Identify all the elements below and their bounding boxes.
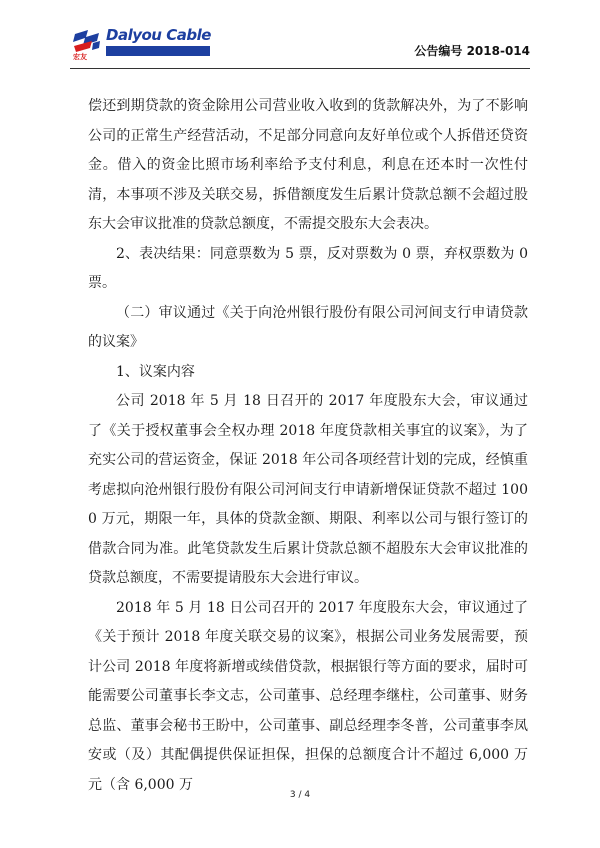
paragraph-related-guarantee: 2018 年 5 月 18 日公司召开的 2017 年度股东大会，审议通过了《关于预计 2018 年度关联交易的议案》，根据公司业务发展需要，预计公司 2018 年度将新增或续借贷款，根据银行等方面的要求，届时可能需要公司董事长李文志，公司董事、总经理李继柱，公司董事、财务总监、董事会秘书王盼中，公司董事、副总经理李冬普，公司董事李凤安或（及）其配偶提供保证担保，担保的总额度合计不超过 6,000 万元（含 6,000 万 [88, 599, 528, 793]
paragraph-subheading: 1、议案内容 [116, 363, 195, 380]
paragraph-continued: 偿还到期贷款的资金除用公司营业收入收到的货款解决外，为了不影响公司的正常生产经营活动，不足部分同意向友好单位或个人拆借还贷资金。借入的资金比照市场利率给予支付利息，利息在还本时一次性付清，本事项不涉及关联交易，拆借额度发生后累计贷款总额不会超过股东大会审议批准的贷款总额度，不需提交股东大会表决。 [88, 98, 528, 232]
page-indicator: 3 / 4 [289, 790, 311, 800]
header-divider [70, 68, 530, 69]
page-header [70, 24, 530, 66]
paragraph-proposal-content: 公司 2018 年 5 月 18 日召开的 2017 年度股东大会，审议通过了《关于授权董事会全权办理 2018 年度贷款相关事宜的议案》，为了充实公司的营运资金，保证 2018 年公司各项经营计划的完成，经慎重考虑拟向沧州银行股份有限公司河间支行申请新增保证贷款不超过 1000 万元，期限一年，具体的贷款金额、期限、利率以公司与银行签订的借款合同为准。此笔贷款发生后累计贷款总额不超股东大会审议批准的贷款总额度，不需要提请股东大会进行审议。 [88, 393, 528, 586]
logo-brand-cn: 宏友 [73, 53, 87, 61]
paragraph-vote-result: 2、表决结果：同意票数为 5 票，反对票数为 0 票，弃权票数为 0 票。 [88, 245, 528, 291]
document-body [88, 92, 528, 800]
paragraph-section-heading: （二）审议通过《关于向沧州银行股份有限公司河间支行申请贷款的议案》 [88, 304, 528, 350]
logo-tagline [106, 46, 210, 56]
company-logo [70, 24, 212, 62]
notice-number: 公告编号 2018-014 [414, 44, 530, 58]
logo-wordmark: Dalyou Cable [106, 26, 211, 44]
